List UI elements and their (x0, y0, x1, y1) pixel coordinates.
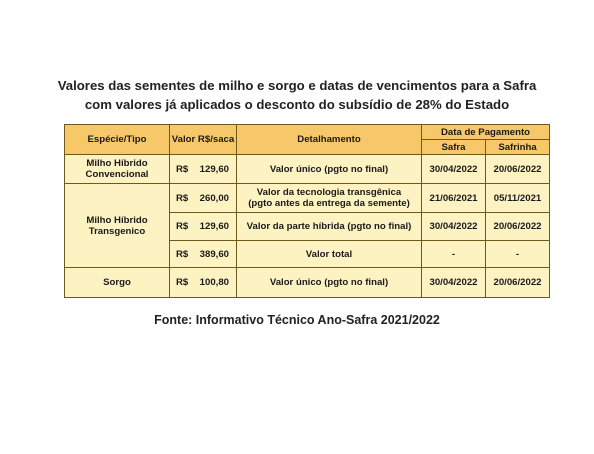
safra-cell: 30/04/2022 (422, 268, 486, 298)
detalhe-cell: Valor único (pgto no final) (237, 268, 422, 298)
header-detalhamento: Detalhamento (237, 125, 422, 155)
valor-cell (170, 241, 237, 268)
detalhe-cell: Valor da tecnologia transgênica (pgto antes da entrega da semente) (237, 184, 422, 213)
header-safra: Safra (422, 140, 486, 155)
prices-table (64, 124, 550, 298)
detalhe-cell: Valor da parte híbrida (pgto no final) (237, 213, 422, 241)
detalhe-cell: Valor total (237, 241, 422, 268)
table-row (65, 268, 550, 298)
header-valor: Valor R$/saca (170, 125, 237, 155)
especie-cell: Sorgo (65, 268, 170, 298)
title-line-2: com valores já aplicados o desconto do subsídio de 28% do Estado (84, 97, 510, 112)
header-row (65, 125, 550, 140)
valor-cell (170, 268, 237, 298)
table-row (65, 155, 550, 184)
source-caption: Fonte: Informativo Técnico Ano-Safra 2021/2022 (154, 313, 440, 327)
valor-amount: 100,80 (199, 277, 229, 288)
especie-cell: Milho Híbrido Convencional (65, 155, 170, 184)
safrinha-cell: 20/06/2022 (486, 213, 550, 241)
header-safrinha: Safrinha (486, 140, 550, 155)
valor-amount: 260,00 (199, 192, 229, 204)
safra-cell: 21/06/2021 (422, 184, 486, 213)
especie-cell: Milho Híbrido Transgenico (65, 184, 170, 268)
currency-label: R$ (176, 163, 189, 175)
safra-cell: 30/04/2022 (422, 213, 486, 241)
header-data-pagamento: Data de Pagamento (422, 125, 550, 140)
currency-label: R$ (176, 248, 189, 260)
safrinha-cell: 20/06/2022 (486, 155, 550, 184)
document-title (0, 76, 594, 114)
valor-amount: 129,60 (199, 221, 229, 232)
safrinha-cell: - (486, 241, 550, 268)
currency-label: R$ (176, 277, 189, 288)
safrinha-cell: 05/11/2021 (486, 184, 550, 213)
valor-cell (170, 155, 237, 184)
valor-cell (170, 213, 237, 241)
currency-label: R$ (176, 221, 189, 232)
table-row (65, 184, 550, 213)
header-especie: Espécie/Tipo (65, 125, 170, 155)
valor-amount: 129,60 (199, 163, 229, 175)
safrinha-cell: 20/06/2022 (486, 268, 550, 298)
valor-amount: 389,60 (199, 248, 229, 260)
valor-cell (170, 184, 237, 213)
title-line-1: Valores das sementes de milho e sorgo e datas de vencimentos para a Safra (57, 78, 537, 93)
safra-cell: 30/04/2022 (422, 155, 486, 184)
currency-label: R$ (176, 192, 189, 204)
detalhe-cell: Valor único (pgto no final) (237, 155, 422, 184)
safra-cell: - (422, 241, 486, 268)
